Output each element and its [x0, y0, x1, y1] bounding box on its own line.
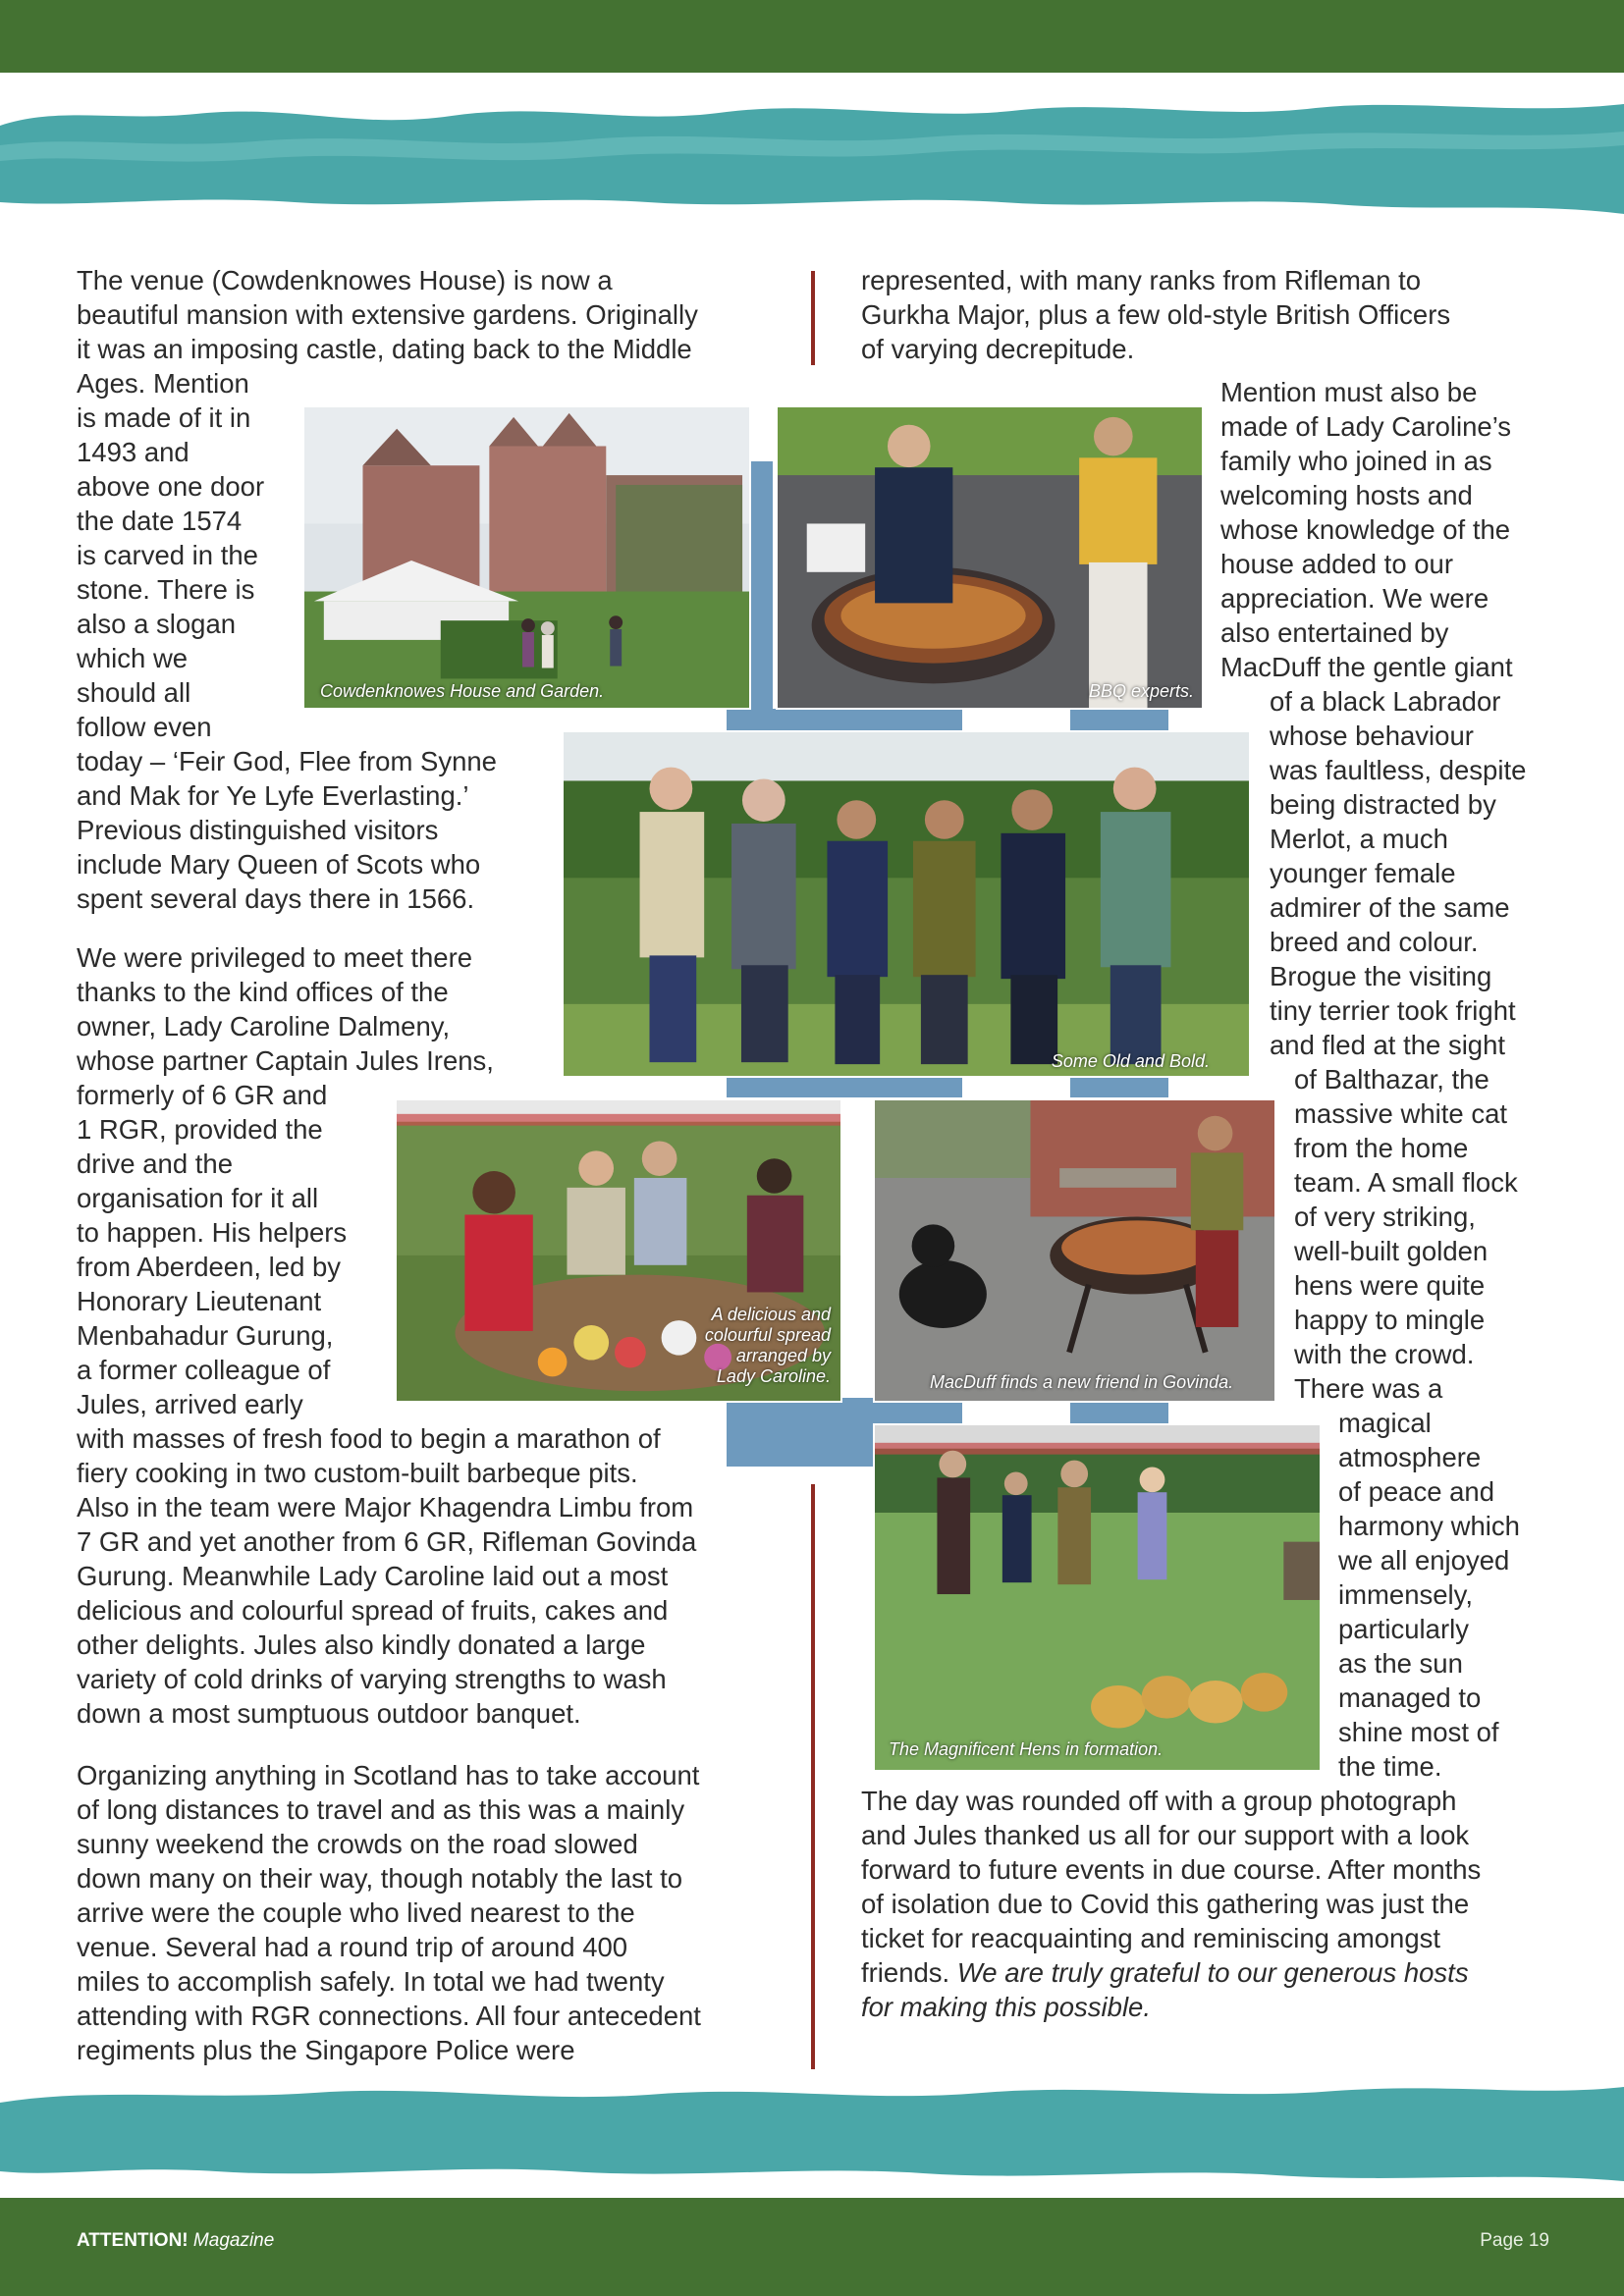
caption-spread: A delicious and colourful spread arranged by Lady Caroline.: [704, 1305, 831, 1386]
photo-house-garden: [302, 405, 751, 710]
header-brush-stroke: [0, 86, 1624, 224]
right-para-top: represented, with many ranks from Rifleman to Gurkha Major, plus a few old-style British Officers of varying decrepitude.: [861, 265, 1451, 364]
caption-hens: The Magnificent Hens in formation.: [889, 1739, 1164, 1759]
left-para-2-continued: with masses of fresh food to begin a marathon of fiery cooking in two custom-built barbeque pits. Also in the team were Major Khagendra Limbu from 7 GR and yet another from 6 GR, Rifleman Govinda Gurung. Meanwhile Lady Caroline laid out a most delicious and colourful spread of fruits, cakes and other delights. Jules also kindly donated a large variety of cold drinks of varying strengths to wash down a most sumptuous outdoor banquet.: [77, 1423, 697, 1729]
photo-old-and-bold: [562, 730, 1251, 1078]
house-image: [304, 407, 749, 708]
caption-macduff: MacDuff finds a new friend in Govinda.: [930, 1372, 1234, 1392]
column-rule-bottom: [811, 1484, 815, 2069]
macduff-image: [875, 1100, 1274, 1401]
photo-bbq-experts: [776, 405, 1204, 710]
hens-image: [875, 1425, 1320, 1770]
bbq-image: [778, 407, 1202, 708]
left-para-1-wrap: Ages. Mention is made of it in 1493 and above one door the date 1574 is carved in the stone. There is also a slogan which we should all follow even: [77, 368, 265, 742]
closing-plain: friends.: [861, 1957, 957, 1988]
header-green-bar: [0, 0, 1624, 73]
left-para-2-wrap: formerly of 6 GR and 1 RGR, provided the drive and the organisation for it all to happen. His helpers from Aberdeen, led by Honorary Lieutenant Menbahadur Gurung, a former colleague of Jules, arrived early: [77, 1080, 348, 1419]
left-para-3: Organizing anything in Scotland has to take account of long distances to travel and as this was a mainly sunny weekend the crowds on the road slowed down many on their way, though notably the last to arrive were the couple who lived nearest to the venue. Several had a round trip of around 400 miles to accomplish safely. In total we had twenty attending with RGR connections. All four antecedent regiments plus the Singapore Police were: [77, 1760, 701, 2065]
closing-italic: We are truly grateful to our generous hosts: [956, 1957, 1469, 1988]
photo-connector: [1070, 709, 1168, 732]
caption-bbq: BBQ experts.: [1088, 681, 1194, 701]
right-para-bottom: The day was rounded off with a group photograph and Jules thanked us all for our support with a look forward to future events in due course. After months of isolation due to Covid this gathering was just the ticket for reacquainting and reminiscing amongst friends. We are truly grateful to our generous hosts for making this possible.: [861, 1786, 1482, 2022]
closing-italic-2: for making this possible.: [861, 1992, 1151, 2022]
right-para-wrap-4: magical atmosphere of peace and harmony which we all enjoyed immensely, particularly as the sun managed to shine most of the time.: [1338, 1408, 1520, 1782]
footer-magazine-name: ATTENTION!: [77, 2230, 189, 2251]
right-para-wrap-1: Mention must also be made of Lady Caroline’s family who joined in as welcoming hosts and whose knowledge of the house added to our appreciation. We were also entertained by MacDuff the gentle giant: [1220, 377, 1513, 682]
right-para-wrap-3: of Balthazar, the massive white cat from the home team. A small flock of very striking, well-built golden hens were quite happy to mingle with the crowd. There was a: [1294, 1064, 1518, 1404]
page-number: Page 19: [1480, 2230, 1549, 2251]
left-para-2: We were privileged to meet there thanks to the kind offices of the owner, Lady Caroline Dalmeny, whose partner Captain Jules Irens,: [77, 942, 494, 1076]
footer-magazine-word: Magazine: [192, 2230, 275, 2251]
group-image: [564, 732, 1249, 1076]
footer-brush-stroke: [0, 2073, 1624, 2191]
caption-house: Cowdenknowes House and Garden.: [320, 681, 605, 701]
photo-connector: [727, 709, 962, 732]
left-para-1-full: The venue (Cowdenknowes House) is now a beautiful mansion with extensive gardens. Originally it was an imposing castle, dating back to the Middle: [77, 265, 698, 364]
photo-delicious-spread: [395, 1098, 842, 1403]
column-rule-top: [811, 271, 815, 365]
caption-group: Some Old and Bold.: [1051, 1051, 1210, 1071]
photo-macduff: [873, 1098, 1276, 1403]
left-para-1-continued: today – ‘Feir God, Flee from Synne and Mak for Ye Lyfe Everlasting.’ Previous distinguished visitors include Mary Queen of Scots who spent several days there in 1566.: [77, 746, 497, 914]
footer-magazine-title: [77, 2230, 274, 2252]
right-para-wrap-2: of a black Labrador whose behaviour was faultless, despite being distracted by Merlot, a much younger female admirer of the same breed and colour. Brogue the visiting tiny terrier took fright and fled at the sight: [1270, 686, 1527, 1060]
photo-connector: [749, 461, 773, 724]
photo-hens: [873, 1423, 1322, 1772]
